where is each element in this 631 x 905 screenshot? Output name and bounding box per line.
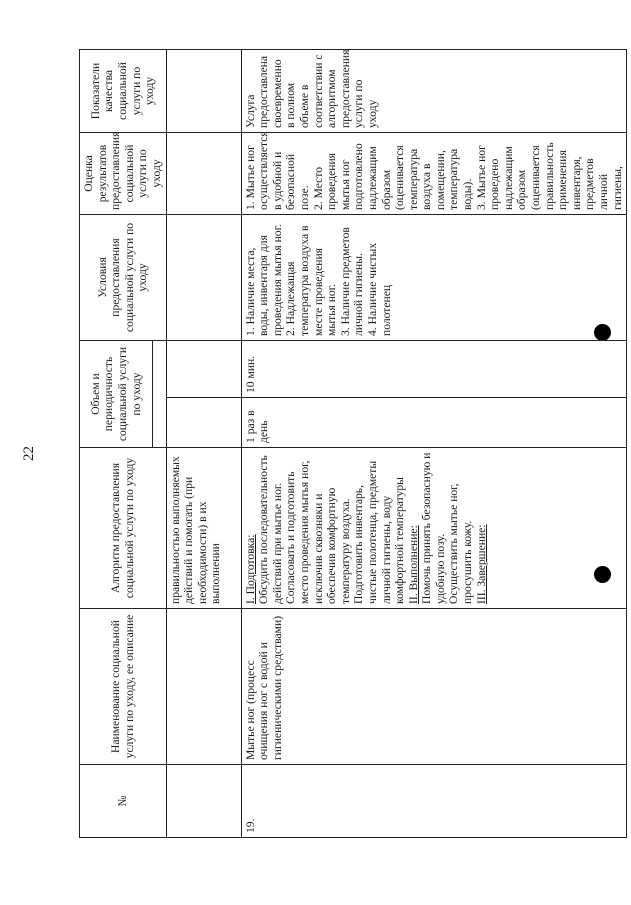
header-evaluation: Оценка результатов предоставления социальной услуги по уходу: [80, 133, 167, 215]
carry-over-row: [166, 50, 241, 838]
header-algorithm: Алгоритм предоставления социальной услуги по уходу: [80, 448, 167, 609]
header-num: №: [80, 765, 167, 838]
page-number: 22: [21, 446, 37, 461]
service-frequency: 1 раз в день: [241, 398, 627, 448]
service-evaluation: 1. Мытье ног осуществляется в удобной и безопасной позе. 2. Место проведения мытья ног подготовлено надлежащим образом (оценивается температура воздуха в помещении, температура воды). 3. Мытье ног проведено надлежащим образом (оценивается правильность применения инвентаря, предметов личной гигиены,: [241, 133, 627, 215]
header-row: [80, 50, 153, 838]
header-name: Наименование социальной услуги по уходу, ее описание: [80, 609, 167, 765]
table-row-19: [241, 50, 627, 838]
services-table: [79, 49, 627, 838]
service-name: Мытье ног (процесс очищения ног с водой и гигиеническими средствами): [241, 609, 627, 765]
header-volume: Объем и периодичность социальной услуги по уходу: [80, 341, 153, 448]
row-num: 19.: [241, 765, 627, 838]
header-conditions: Условия предоставления социальной услуги по уходу: [80, 215, 167, 341]
carry-algorithm: правильностью выполняемых действий и помогать (при необходимости) в их выполнении: [166, 448, 241, 609]
service-conditions: 1. Наличие места, воды, инвентаря для проведения мытья ног. 2. Надлежащая температура воздуха в месте проведения мытья ног. 3. Наличие предметов личной гигиены. 4. Наличие чистых полотенец: [241, 215, 627, 341]
service-duration: 10 мин.: [241, 341, 627, 398]
service-algorithm: I. Подготовка: Обсудить последовательность действий при мытье ног. Согласовать и подготовить место проведения мытья ног, исключив сквозняки и обеспечив комфортную температуру воздуха. Подготовить инвентарь, чистые полотенца, предметы личной гигиены, воду комфортной температуры II. Выполнение: Помочь принять безопасную и удобную позу. Осуществить мытье ног, просушить кожу. III. Завершение:: [241, 448, 627, 609]
rotated-table-sheet: [79, 49, 624, 838]
header-indicators: Показатели качества социальной услуги по уходу: [80, 50, 167, 133]
service-indicators: Услуга предоставлена своевременно в полном объеме в соответствии с алгоритмом предоставления услуги по уходу: [241, 50, 627, 133]
